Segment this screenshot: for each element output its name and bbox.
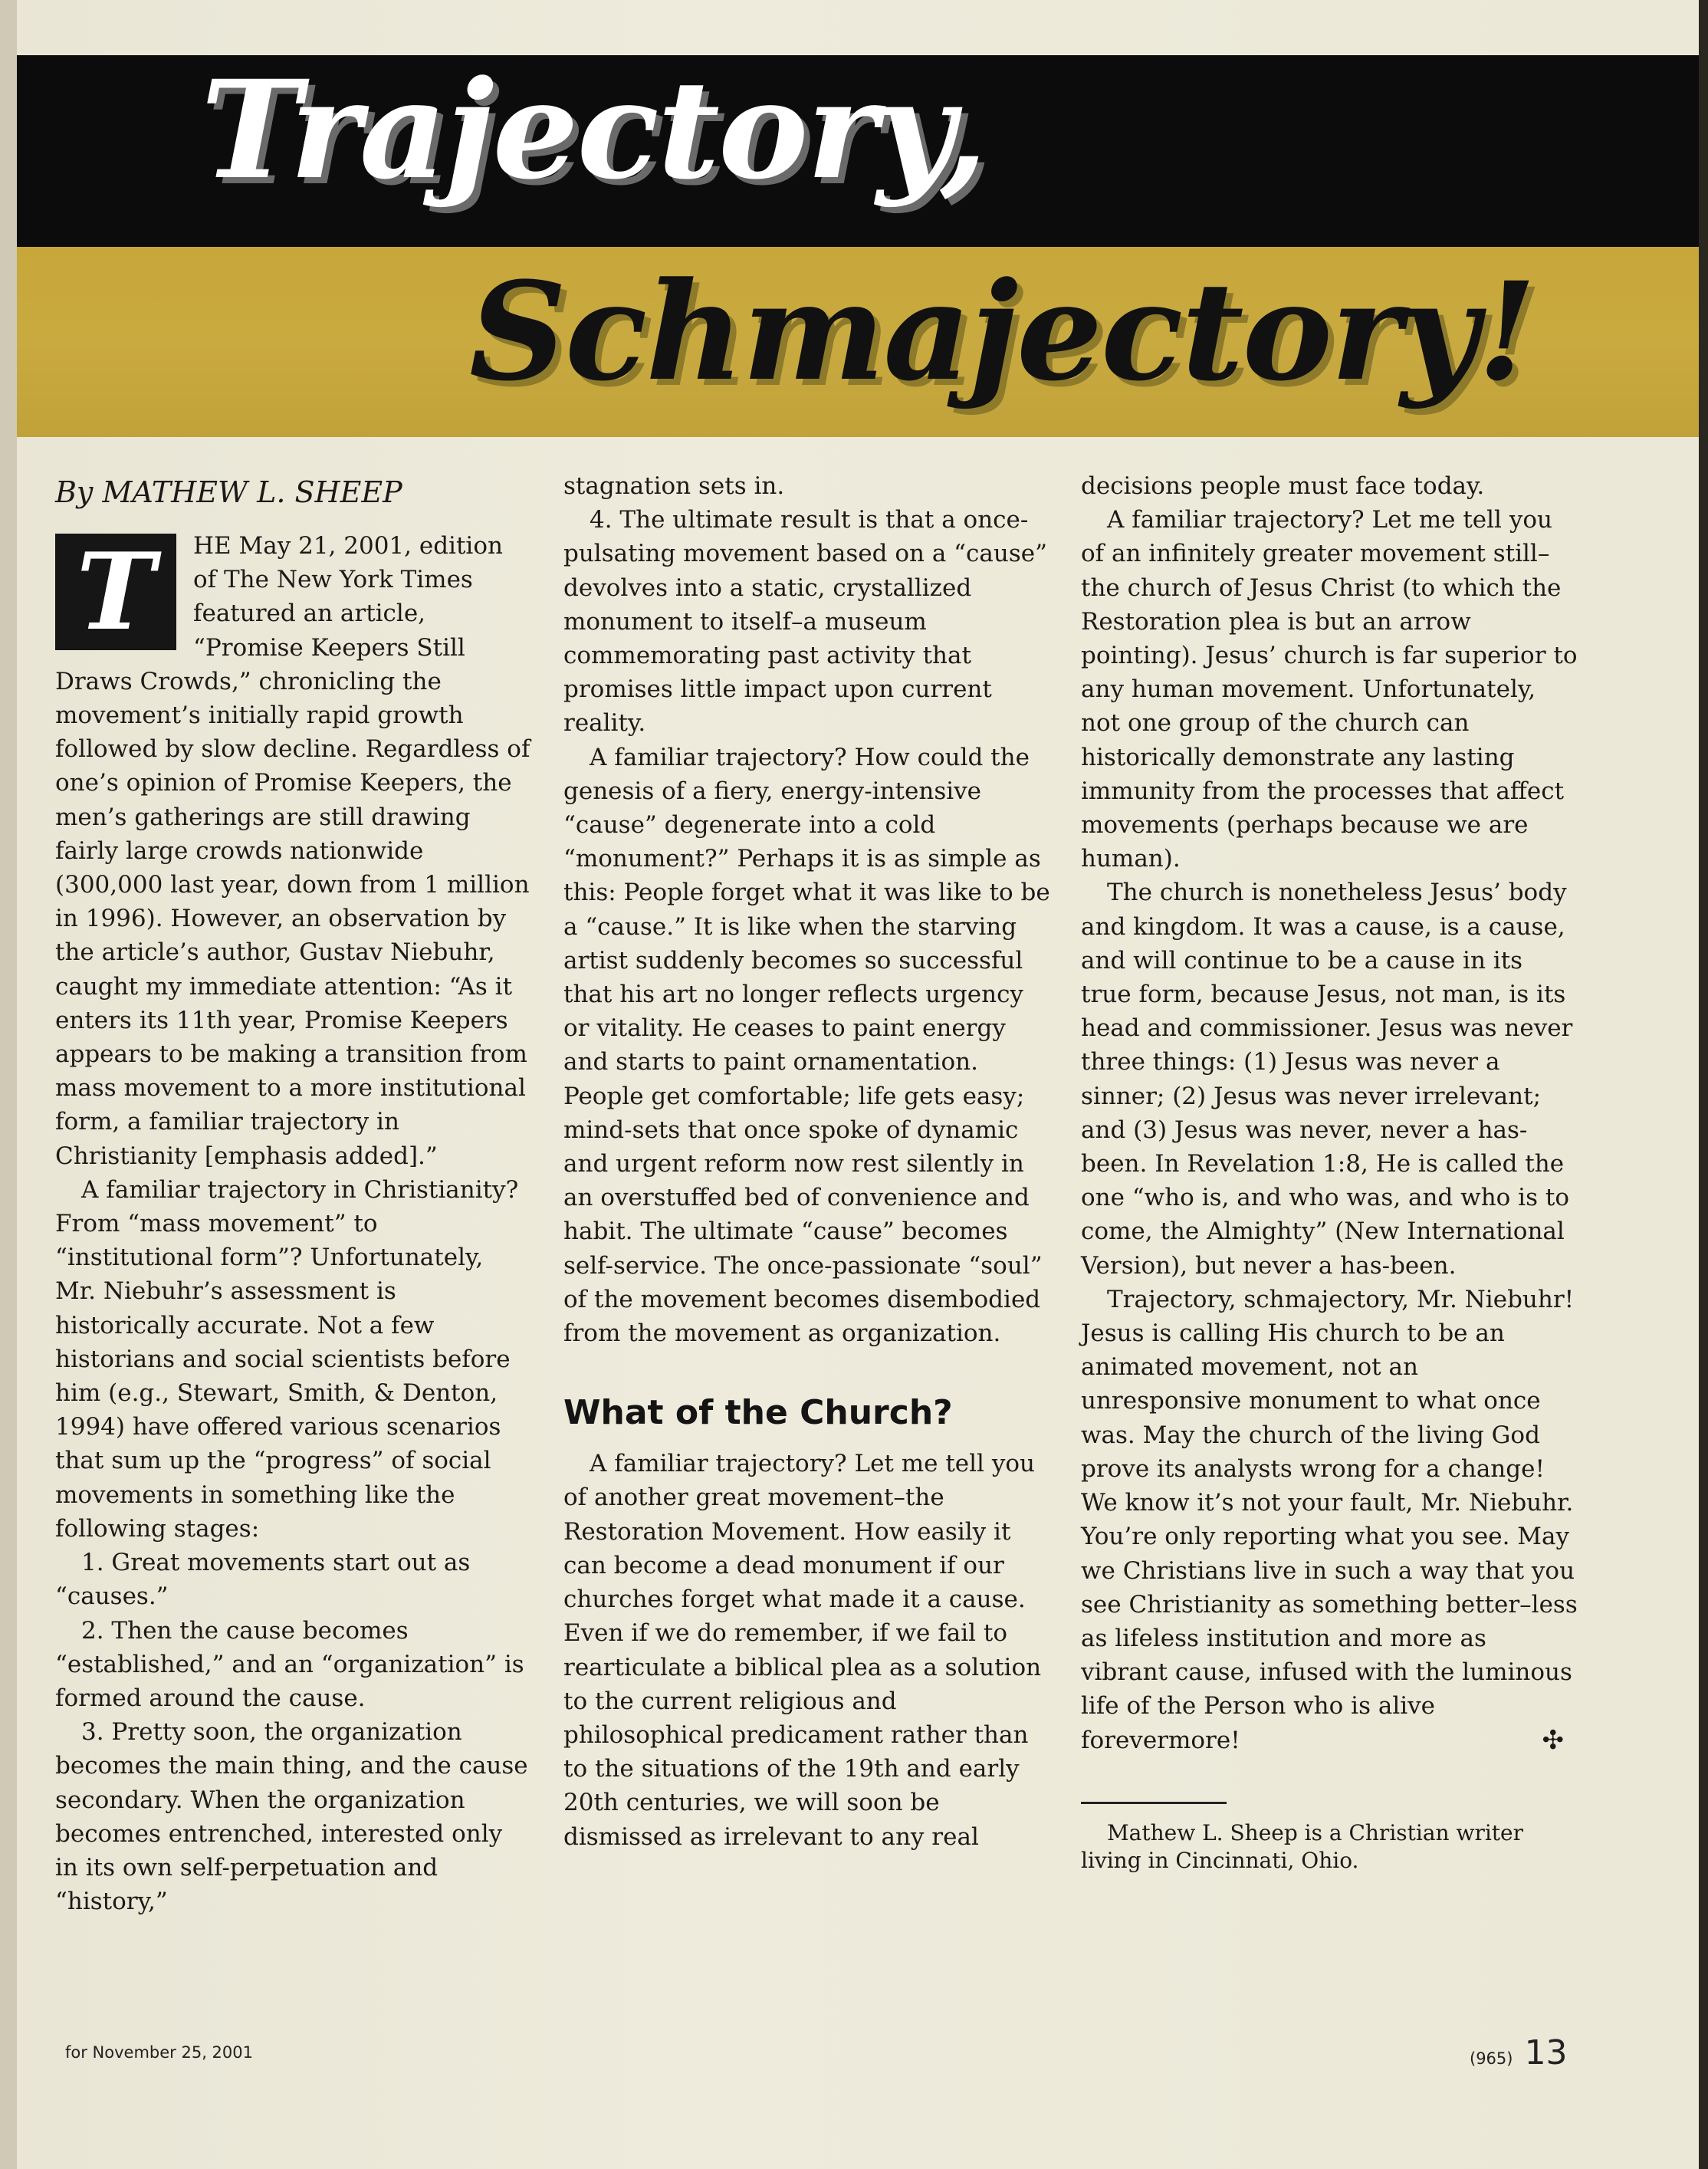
page-number: 13	[1524, 2033, 1568, 2072]
paragraph: A familiar trajectory? Let me tell you of another great movement–the Restoration Movement. How easily it can become a dead monument if our churches forget what made it a cause. Even if we do remember, if we fail to rearticulate a biblical plea as a solution to the current religious and philosophical predicament rather than to the situations of the 19th and early 20th centuries, we will soon be dismissed as irrelevant to any real	[563, 1450, 1042, 1851]
footer-issue-date: for November 25, 2001	[65, 2043, 253, 2062]
end-mark-icon: ✣	[1542, 1724, 1564, 1756]
title-line-2: Schmajectory!	[469, 252, 1536, 411]
paragraph: A familiar trajectory in Christianity? From “mass movement” to “institutional form”? Unfortunately, Mr. Niebuhr’s assessment is historically accurate. Not a few historians and social scientists before him (e.g., Stewart, Smith, & Denton, 1994) have offered various scenarios that sum up the “progress” of social movements in something like the following stages:	[55, 1175, 519, 1543]
paragraph: A familiar trajectory? How could the genesis of a fiery, energy-intensive “cause” degenerate into a cold “monument?” Perhaps it is as simple as this: People forget what it was like to be a “cause.” It is like when the starving artist suddenly becomes so successful that his art no longer reflects urgency or vitality. He ceases to paint energy and starts to paint ornamentation. People get comfortable; life gets easy; mind-sets that once spoke of dynamic and urgent reform now rest silently in an overstuffed bed of convenience and habit. The ultimate “cause” becomes self-service. The once-passionate “soul” of the movement becomes disembodied from the movement as organization.	[563, 743, 1050, 1348]
paragraph: 4. The ultimate result is that a once-pulsating movement based on a “cause” devolves into a static, crystallized monument to itself–a museum commemorating past activity that promises little impact upon current reality.	[563, 506, 1047, 738]
title-line-1: Trajectory,	[201, 51, 986, 209]
paragraph: 1. Great movements start out as “causes.”	[55, 1549, 471, 1611]
paragraph: 2. Then the cause becomes “established,” and an “organization” is formed around the cause.	[55, 1616, 524, 1712]
end-mark-row	[1081, 1724, 1579, 1765]
paragraph: A familiar trajectory? Let me tell you of an infinitely greater movement still–the church of Jesus Christ (to which the Restoration plea is but an arrow pointing). Jesus’ church is far superior to any human movement. Unfortunately, not one group of the church can historically demonstrate any lasting immunity from the processes that affect movements (perhaps because we are human).	[1081, 506, 1578, 873]
paragraph: decisions people must face today.	[1081, 472, 1485, 500]
divider-rule	[1081, 1802, 1227, 1804]
section-subhead: What of the Church?	[563, 1393, 953, 1433]
column-2	[563, 469, 1054, 1854]
paragraph: stagnation sets in.	[563, 472, 785, 500]
footer-page-info	[1470, 2033, 1568, 2072]
paragraph: 3. Pretty soon, the organization becomes the main thing, and the cause secondary. When the organization becomes entrenched, interested only in its own self-perpetuation and “history,”	[55, 1718, 528, 1916]
author-bio: Mathew L. Sheep is a Christian writer living in Cincinnati, Ohio.	[1081, 1819, 1523, 1873]
column-1	[55, 469, 530, 1918]
drop-cap: T	[55, 534, 176, 650]
paragraph: Trajectory, schmajectory, Mr. Niebuhr! Jesus is calling His church to be an animated movement, not an unresponsive monument to what once was. May the church of the living God prove its analysts wrong for a change! We know it’s not your fault, Mr. Niebuhr. You’re only reporting what you see. May we Christians live in such a way that you see Christianity as something better–less as lifeless institution and more as vibrant cause, infused with the luminous life of the Person who is alive forevermore!	[1081, 1285, 1578, 1754]
paragraph: The church is nonetheless Jesus’ body and kingdom. It was a cause, is a cause, and will continue to be a cause in its true form, because Jesus, not man, is its head and commissioner. Jesus was never three things: (1) Jesus was never a sinner; (2) Jesus was never irrelevant; and (3) Jesus was never, never a has-been. In Revelation 1:8, He is called the one “who is, and who was, and who is to come, the Almighty” (New International Version), but never a has-been.	[1081, 879, 1573, 1280]
paragraph: HE May 21, 2001, edition of The New York Times featured an article, “Promise Keepers Still Draws Crowds,” chronicling the movement’s initially rapid growth followed by slow decline. Regardless of one’s opinion of Promise Keepers, the men’s gatherings are still drawing fairly large crowds nationwide (300,000 last year, down from 1 million in 1996). However, an observation by the article’s author, Gustav Niebuhr, caught my immediate attention: “As it enters its 11th year, Promise Keepers appears to be making a transition from mass movement to a more institutional form, a familiar trajectory in Christianity [emphasis added].”	[55, 532, 530, 1170]
column-3	[1081, 469, 1579, 1875]
byline: By MATHEW L. SHEEP	[55, 475, 402, 509]
footer-page-code: (965)	[1470, 2049, 1513, 2068]
page-edge-shadow	[1699, 0, 1708, 2169]
magazine-page	[17, 0, 1708, 2169]
